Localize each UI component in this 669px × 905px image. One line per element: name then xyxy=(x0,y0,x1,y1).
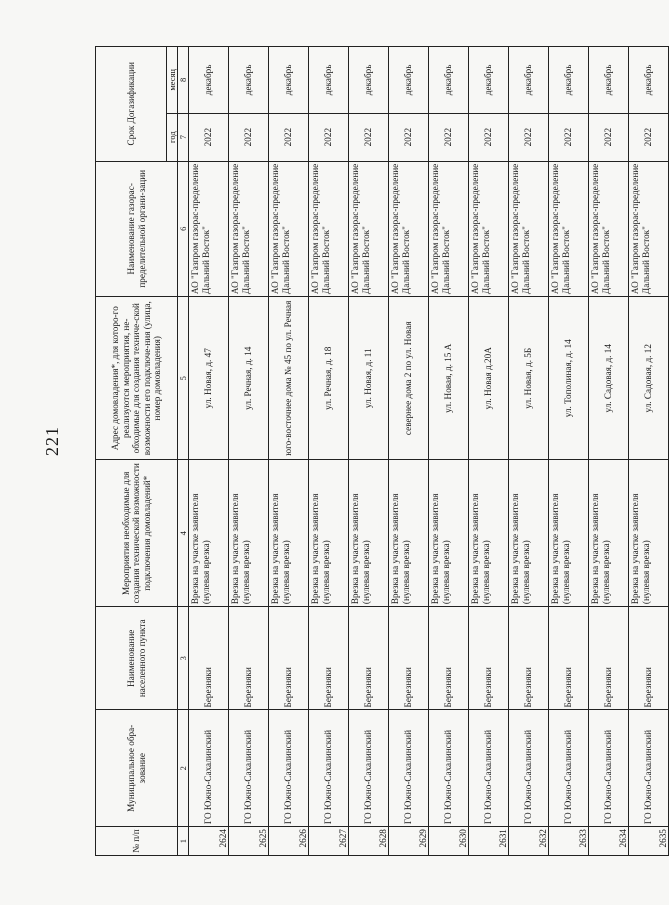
cell-address: ул. Новая, д. 5Б xyxy=(509,297,549,460)
cell-measures: Врезка на участке заявителя (нулевая врезка) xyxy=(429,460,469,607)
cell-num: 2635 xyxy=(629,827,669,856)
cell-year: 2022 xyxy=(469,113,509,161)
cell-month: декабрь xyxy=(309,47,349,114)
cell-municipality: ГО Южно-Сахалинский xyxy=(309,710,349,827)
column-number: 7 xyxy=(178,113,189,161)
cell-num: 2628 xyxy=(349,827,389,856)
cell-measures: Врезка на участке заявителя (нулевая врезка) xyxy=(349,460,389,607)
cell-settlement: Березняки xyxy=(629,607,669,710)
cell-measures: Врезка на участке заявителя (нулевая врезка) xyxy=(549,460,589,607)
cell-num: 2629 xyxy=(389,827,429,856)
rotated-table-wrapper xyxy=(95,46,668,856)
column-number: 6 xyxy=(178,161,189,297)
header-deadline: Срок Догазификации xyxy=(96,47,167,162)
cell-address: ул. Новая д.20А xyxy=(469,297,509,460)
cell-municipality: ГО Южно-Сахалинский xyxy=(629,710,669,827)
cell-month: декабрь xyxy=(509,47,549,114)
cell-municipality: ГО Южно-Сахалинский xyxy=(549,710,589,827)
header-num: № п/п xyxy=(96,827,178,856)
cell-address: ул. Садовая, д. 14 xyxy=(589,297,629,460)
table-row xyxy=(189,47,229,856)
cell-settlement: Березняки xyxy=(349,607,389,710)
cell-organization: АО "Газпром газорас-пределение Дальний Восток" xyxy=(469,161,509,297)
cell-organization: АО "Газпром газорас-пределение Дальний Восток" xyxy=(269,161,309,297)
cell-organization: АО "Газпром газорас-пределение Дальний Восток" xyxy=(229,161,269,297)
column-number-row xyxy=(178,47,189,856)
cell-year: 2022 xyxy=(509,113,549,161)
header-measures: Мероприятия необходимые для создания технической возможности подключения домовладений* xyxy=(96,460,178,607)
cell-month: декабрь xyxy=(429,47,469,114)
column-number: 2 xyxy=(178,710,189,827)
cell-num: 2634 xyxy=(589,827,629,856)
cell-municipality: ГО Южно-Сахалинский xyxy=(389,710,429,827)
cell-measures: Врезка на участке заявителя (нулевая врезка) xyxy=(509,460,549,607)
cell-year: 2022 xyxy=(549,113,589,161)
cell-settlement: Березняки xyxy=(269,607,309,710)
cell-address: ул. Речная, д. 14 xyxy=(229,297,269,460)
cell-settlement: Березняки xyxy=(469,607,509,710)
cell-organization: АО "Газпром газорас-пределение Дальний Восток" xyxy=(589,161,629,297)
header-municipality: Муниципальное обра-зование xyxy=(96,710,178,827)
cell-measures: Врезка на участке заявителя (нулевая врезка) xyxy=(589,460,629,607)
cell-month: декабрь xyxy=(389,47,429,114)
table-row xyxy=(629,47,669,856)
cell-year: 2022 xyxy=(269,113,309,161)
cell-num: 2624 xyxy=(189,827,229,856)
gasification-table xyxy=(95,46,669,856)
cell-municipality: ГО Южно-Сахалинский xyxy=(509,710,549,827)
cell-settlement: Березняки xyxy=(509,607,549,710)
table-row xyxy=(589,47,629,856)
cell-organization: АО "Газпром газорас-пределение Дальний Восток" xyxy=(389,161,429,297)
cell-num: 2631 xyxy=(469,827,509,856)
cell-year: 2022 xyxy=(589,113,629,161)
header-year: год xyxy=(167,113,178,161)
cell-municipality: ГО Южно-Сахалинский xyxy=(229,710,269,827)
column-number: 1 xyxy=(178,827,189,856)
cell-month: декабрь xyxy=(269,47,309,114)
cell-municipality: ГО Южно-Сахалинский xyxy=(189,710,229,827)
cell-measures: Врезка на участке заявителя (нулевая врезка) xyxy=(189,460,229,607)
cell-address: ул. Новая, д. 47 xyxy=(189,297,229,460)
cell-month: декабрь xyxy=(629,47,669,114)
cell-year: 2022 xyxy=(189,113,229,161)
cell-year: 2022 xyxy=(349,113,389,161)
cell-measures: Врезка на участке заявителя (нулевая врезка) xyxy=(229,460,269,607)
table-row xyxy=(549,47,589,856)
cell-address: ул. Речная, д. 18 xyxy=(309,297,349,460)
cell-municipality: ГО Южно-Сахалинский xyxy=(589,710,629,827)
column-number: 8 xyxy=(178,47,189,114)
cell-settlement: Березняки xyxy=(189,607,229,710)
cell-municipality: ГО Южно-Сахалинский xyxy=(269,710,309,827)
cell-num: 2633 xyxy=(549,827,589,856)
cell-address: ул. Садовая, д. 12 xyxy=(629,297,669,460)
cell-year: 2022 xyxy=(429,113,469,161)
cell-num: 2625 xyxy=(229,827,269,856)
cell-num: 2630 xyxy=(429,827,469,856)
cell-settlement: Березняки xyxy=(309,607,349,710)
header-settlement: Наименование населенного пункта xyxy=(96,607,178,710)
cell-year: 2022 xyxy=(389,113,429,161)
cell-num: 2632 xyxy=(509,827,549,856)
table-row xyxy=(469,47,509,856)
cell-month: декабрь xyxy=(189,47,229,114)
cell-settlement: Березняки xyxy=(429,607,469,710)
column-numbers xyxy=(178,47,189,856)
cell-organization: АО "Газпром газорас-пределение Дальний Восток" xyxy=(309,161,349,297)
cell-settlement: Березняки xyxy=(389,607,429,710)
table-row xyxy=(509,47,549,856)
cell-month: декабрь xyxy=(229,47,269,114)
cell-organization: АО "Газпром газорас-пределение Дальний Восток" xyxy=(549,161,589,297)
cell-month: декабрь xyxy=(469,47,509,114)
cell-measures: Врезка на участке заявителя (нулевая врезка) xyxy=(389,460,429,607)
cell-address: ул. Тополиная, д. 14 xyxy=(549,297,589,460)
header-month: месяц xyxy=(167,47,178,114)
cell-organization: АО "Газпром газорас-пределение Дальний Восток" xyxy=(629,161,669,297)
header-address: Адрес домовладения*, для которо-го реализуются мероприятия, не-обходимые для создания техниче-ской возможности его подключе-ния (улица, номер домовладения) xyxy=(96,297,178,460)
column-number: 3 xyxy=(178,607,189,710)
table-row xyxy=(429,47,469,856)
cell-month: декабрь xyxy=(549,47,589,114)
cell-settlement: Березняки xyxy=(589,607,629,710)
cell-month: декабрь xyxy=(349,47,389,114)
cell-municipality: ГО Южно-Сахалинский xyxy=(429,710,469,827)
cell-organization: АО "Газпром газорас-пределение Дальний Восток" xyxy=(509,161,549,297)
column-number: 4 xyxy=(178,460,189,607)
cell-num: 2627 xyxy=(309,827,349,856)
page-number: 221 xyxy=(42,426,62,456)
cell-measures: Врезка на участке заявителя (нулевая врезка) xyxy=(469,460,509,607)
cell-organization: АО "Газпром газорас-пределение Дальний Восток" xyxy=(429,161,469,297)
table-row xyxy=(349,47,389,856)
column-number: 5 xyxy=(178,297,189,460)
cell-municipality: ГО Южно-Сахалинский xyxy=(469,710,509,827)
cell-organization: АО "Газпром газорас-пределение Дальний Восток" xyxy=(189,161,229,297)
cell-address: юго-восточнее дома № 45 по ул. Речная xyxy=(269,297,309,460)
cell-year: 2022 xyxy=(629,113,669,161)
cell-address: ул. Новая, д. 15 А xyxy=(429,297,469,460)
table-row xyxy=(269,47,309,856)
table-row xyxy=(229,47,269,856)
cell-organization: АО "Газпром газорас-пределение Дальний Восток" xyxy=(349,161,389,297)
cell-settlement: Березняки xyxy=(549,607,589,710)
cell-year: 2022 xyxy=(309,113,349,161)
cell-settlement: Березняки xyxy=(229,607,269,710)
table-body xyxy=(189,47,669,856)
cell-address: севернее дома 2 по ул. Новая xyxy=(389,297,429,460)
cell-num: 2626 xyxy=(269,827,309,856)
cell-municipality: ГО Южно-Сахалинский xyxy=(349,710,389,827)
table-row xyxy=(389,47,429,856)
cell-year: 2022 xyxy=(229,113,269,161)
table-header xyxy=(96,47,178,856)
header-organization: Наименование газорас-пределительной органи-зации xyxy=(96,161,178,297)
cell-measures: Врезка на участке заявителя (нулевая врезка) xyxy=(309,460,349,607)
table-row xyxy=(309,47,349,856)
cell-address: ул. Новая, д. 11 xyxy=(349,297,389,460)
cell-month: декабрь xyxy=(589,47,629,114)
cell-measures: Врезка на участке заявителя (нулевая врезка) xyxy=(269,460,309,607)
cell-measures: Врезка на участке заявителя (нулевая врезка) xyxy=(629,460,669,607)
